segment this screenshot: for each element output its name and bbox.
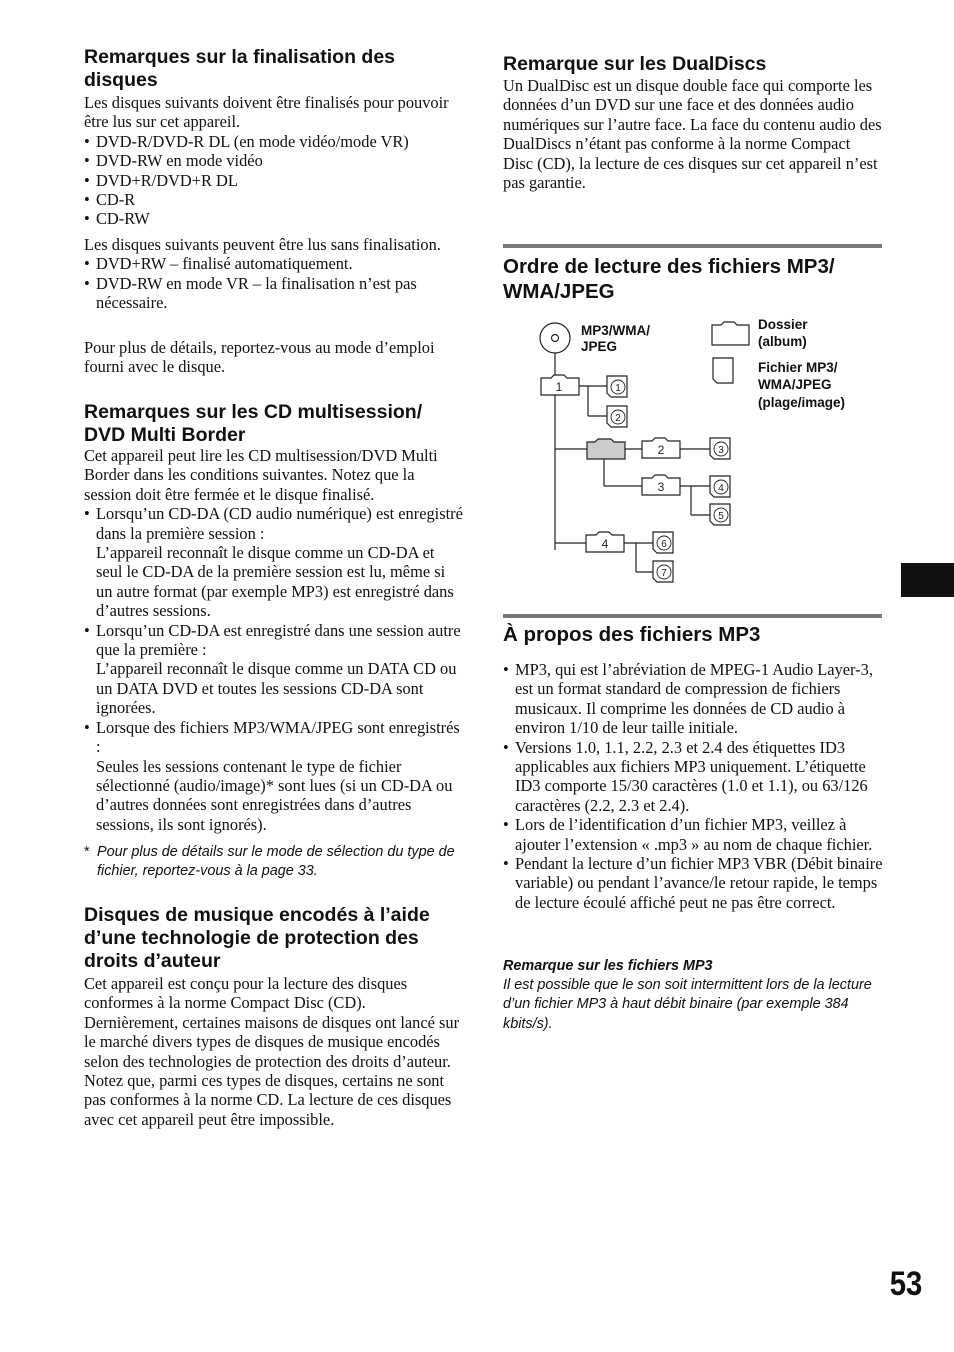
file-number: 3 — [718, 445, 724, 456]
list-item-detail: L’appareil reconnaît le disque comme un DATA CD ou un DATA DVD et toutes les sessions CD-DA sont ignorées. — [96, 659, 457, 718]
list-item — [84, 504, 464, 620]
file-icon — [653, 532, 673, 553]
heading-protection: Disques de musique encodés à l’aide d’une technologie de protection des droits d’auteur — [84, 904, 430, 972]
page-number: 53 — [889, 1265, 923, 1303]
dualdisc-body — [503, 76, 883, 192]
finalisation-intro: Les disques suivants doivent être finalisés pour pouvoir être lus sur cet appareil. — [84, 93, 449, 132]
folder-icon — [642, 475, 680, 495]
list-item: • Versions 1.0, 1.1, 2.2, 2.3 et 2.4 des étiquettes ID3 applicables aux fichiers MP3 uniquement. L’étiquette ID3 comporte 15/30 caractères (1.0 et 1.1), ou 63/126 caractères (2.2, 2.3 et 2.4). — [503, 738, 883, 816]
list-item: • DVD-RW en mode VR – la finalisation n’est pas nécessaire. — [84, 274, 464, 313]
list-item: • CD-RW — [84, 209, 464, 228]
footnote-mark: * — [84, 844, 90, 860]
heading-mp3: À propos des fichiers MP3 — [503, 623, 761, 646]
finalisation-body — [84, 93, 464, 229]
file-number: 5 — [718, 511, 724, 522]
play-order-diagram — [503, 308, 883, 593]
list-item-lead: • Lorsqu’un CD-DA (CD audio numérique) est enregistré dans la première session : — [96, 504, 463, 543]
file-icon — [607, 376, 627, 397]
legend-file-label: (plage/image) — [758, 395, 846, 410]
mp3-body — [503, 660, 883, 912]
list-item: • DVD-RW en mode vidéo — [84, 151, 464, 170]
list-item: • CD-R — [84, 190, 464, 209]
folder-icon — [541, 375, 579, 395]
protection-text: Cet appareil est conçu pour la lecture des disques conformes à la norme Compact Disc (CD). Dernièrement, certaines maisons de disques ont lancé sur le marché divers types de disques de musique encodés selon des technologies de protection des droits d’auteur. Notez que, parmi ces types de disques, certains ne sont pas conformes à la norme CD. La lecture de ces disques avec cet appareil peut être impossible. — [84, 974, 460, 1129]
list-item: • DVD-R/DVD-R DL (en mode vidéo/mode VR) — [84, 132, 464, 151]
file-number: 6 — [661, 539, 667, 550]
list-item-lead: • Lorsqu’un CD-DA est enregistré dans une session autre que la première : — [96, 620, 461, 660]
legend-folder-label: (album) — [758, 334, 807, 349]
legend-file-label: Fichier MP3/ — [758, 360, 838, 375]
file-icon — [710, 438, 730, 459]
footnote-text — [84, 843, 464, 881]
disc-label: MP3/WMA/ — [581, 323, 650, 338]
finalisation-outro-text: Pour plus de détails, reportez-vous au mode d’emploi fourni avec le disque. — [84, 338, 435, 377]
file-icon — [710, 476, 730, 497]
folder-icon-selected — [587, 439, 625, 459]
list-item: • DVD+R/DVD+R DL — [84, 171, 464, 190]
mp3-note-body: Il est possible que le son soit intermittent lors de la lecture d’un fichier MP3 à haut débit binaire (par exemple 384 kbits/s). — [503, 977, 872, 1032]
dualdisc-text: Un DualDisc est un disque double face qui comporte les données d’un DVD sur une face et des données audio numériques sur l’autre face. La face du contenu audio des DualDiscs n’étant pas conforme à la norme Compact Disc (CD), la lecture de ces disques sur cet appareil n’est pas garantie. — [503, 76, 882, 193]
folder-label: 4 — [601, 537, 609, 551]
finalisation-intro-2: Les disques suivants peuvent être lus sans finalisation. — [84, 235, 441, 254]
multisession-body — [84, 446, 464, 834]
disc-label: JPEG — [581, 339, 618, 354]
section-rule — [503, 244, 882, 248]
file-number: 7 — [661, 568, 667, 579]
legend-file-label: WMA/JPEG — [758, 377, 832, 392]
file-icon — [710, 504, 730, 525]
list-item-detail: L’appareil reconnaît le disque comme un CD-DA et seul le CD-DA de la première session est lu, même si un autre format (par exemple MP3) est enregistré dans d’autres sessions. — [96, 543, 454, 621]
section-rule — [503, 614, 882, 618]
legend-file-icon — [713, 358, 733, 383]
list-item: • Lors de l’identification d’un fichier MP3, veillez à ajouter l’extension « .mp3 » au nom de chaque fichier. — [503, 815, 883, 854]
finalisation-outro — [84, 338, 464, 377]
folder-label: 2 — [657, 443, 665, 457]
list-item-detail: Seules les sessions contenant le type de fichier sélectionné (audio/image)* sont lues (si un CD-DA ou d’autres données sont enregistrées dans d’autres sessions, ils sont ignorés). — [96, 756, 453, 834]
folder-icon — [642, 438, 680, 458]
file-icon — [607, 406, 627, 427]
file-number: 1 — [615, 383, 621, 394]
folder-label: 3 — [657, 480, 665, 494]
chapter-tab — [901, 563, 954, 597]
heading-multisession: Remarques sur les CD multisession/ DVD Multi Border — [84, 401, 423, 446]
folder-icon — [586, 532, 624, 552]
finalisation-body-2 — [84, 235, 464, 313]
heading-play-order: Ordre de lecture des fichiers MP3/ WMA/JPEG — [503, 255, 835, 303]
list-item — [84, 621, 464, 718]
file-number: 2 — [615, 413, 621, 424]
legend-folder-icon — [712, 322, 749, 345]
footnote-body: Pour plus de détails sur le mode de sélection du type de fichier, reportez-vous à la page 33. — [97, 844, 455, 880]
list-item: • MP3, qui est l’abréviation de MPEG-1 Audio Layer-3, est un format standard de compression de fichiers musicaux. Il comprime les données de CD audio à environ 1/10 de leur taille initiale. — [503, 660, 883, 738]
heading-finalisation: Remarques sur la finalisation des disques — [84, 46, 396, 91]
list-item-lead: • Lorsque des fichiers MP3/WMA/JPEG sont enregistrés : — [96, 717, 460, 757]
list-item: • DVD+RW – finalisé automatiquement. — [84, 254, 464, 273]
file-number: 4 — [718, 483, 724, 494]
legend-folder-label: Dossier — [758, 317, 808, 332]
protection-body — [84, 974, 464, 1129]
footnote — [84, 843, 464, 881]
heading-dualdisc: Remarque sur les DualDiscs — [503, 53, 767, 75]
list-item — [84, 718, 464, 834]
list-item: • Pendant la lecture d’un fichier MP3 VBR (Débit binaire variable) ou pendant l’avance/le retour rapide, le temps de lecture écoulé affiché peut ne pas être correct. — [503, 854, 883, 912]
file-icon — [653, 561, 673, 582]
mp3-note — [503, 957, 883, 1034]
mp3-note-title: Remarque sur les fichiers MP3 — [503, 958, 713, 974]
multisession-intro: Cet appareil peut lire les CD multisession/DVD Multi Border dans les conditions suivantes. Notez que la session doit être fermée et le disque finalisé. — [84, 446, 438, 504]
folder-label: 1 — [555, 380, 563, 394]
